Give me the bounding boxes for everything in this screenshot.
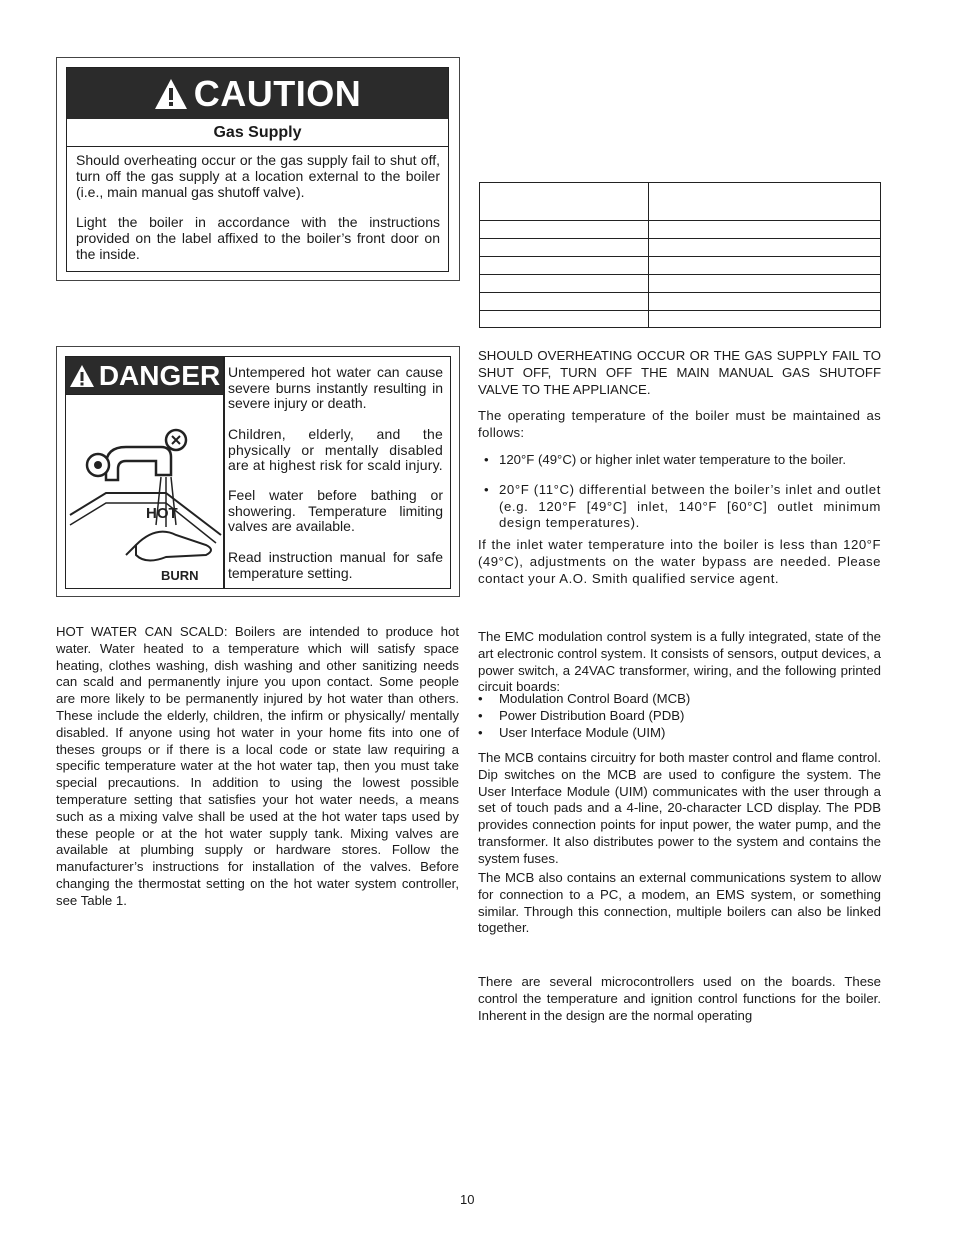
list-item: • Modulation Control Board (MCB) bbox=[478, 691, 691, 706]
danger-label bbox=[65, 356, 451, 589]
empty-table bbox=[479, 182, 881, 328]
danger-paragraph-4: Read instruction manual for safe temperature setting. bbox=[228, 549, 443, 581]
caution-heading: Gas Supply bbox=[213, 123, 302, 141]
burn-text: BURN bbox=[161, 568, 199, 583]
warning-triangle-icon bbox=[154, 78, 188, 110]
faucet-scald-illustration bbox=[66, 395, 223, 590]
hot-text: HOT bbox=[146, 505, 178, 522]
communications-paragraph: The MCB also contains an external communications system to allow for connection to a PC, a modem, an EMS system, or something similar. Through this connection, multiple boilers can also be linked together. bbox=[478, 870, 881, 936]
table-row-line bbox=[480, 238, 880, 239]
caution-paragraph-1: Should overheating occur or the gas supply fail to shut off, turn off the gas supply at a location external to the boiler (i.e., main manual gas shutoff valve). bbox=[76, 152, 440, 200]
hot-water-scald-paragraph: HOT WATER CAN SCALD: Boilers are intended to produce hot water. Water heated to a temperature which will satisfy space heating, clothes washing, dish washing and other sanitizing needs can scald and permanently injure you upon contact. Some people are more likely to be permanently injured by hot water than others. These include the elderly, children, the infirm or physically/ mentally disabled. If anyone using hot water in your home fits into one of theses groups or if there is a local code or state law requiring a specific temperature water at the hot water tap, then you must take special precautions. In addition to using the lowest possible temperature setting that satisfies your hot water needs, a means such as a mixing valve shall be used at the hot water taps used by these people or at the hot water supply tank. Mixing valves are available at plumbing supply or hardware stores. Follow the manufacturer’s instructions for installation of the valves. Before changing the thermostat setting on the hot water system controller, see Table 1. bbox=[56, 624, 459, 908]
operating-temperature-list bbox=[478, 452, 881, 532]
danger-paragraph-2: Children, elderly, and the physically or mentally disabled are at highest risk for scald injury. bbox=[228, 426, 443, 473]
scald-pictogram bbox=[66, 394, 223, 588]
list-item: • 20°F (11°C) differential between the boiler’s inlet and outlet (e.g. 120°F [49°C] inlet, 140°F [60°C] outlet minimum design temperatures). bbox=[484, 481, 881, 531]
list-item: • User Interface Module (UIM) bbox=[478, 724, 666, 740]
table-row-line bbox=[480, 310, 880, 311]
danger-header bbox=[66, 357, 223, 394]
circuit-board-list bbox=[478, 691, 881, 741]
warning-triangle-icon bbox=[69, 364, 95, 388]
operating-temperature-intro: The operating temperature of the boiler must be maintained as follows: bbox=[478, 408, 881, 440]
caution-heading-row bbox=[67, 119, 448, 147]
emc-intro-paragraph: The EMC modulation control system is a fully integrated, state of the art electronic control system. It consists of sensors, output devices, a power switch, a 24VAC transformer, wiring, and the following printed circuit boards: bbox=[478, 629, 881, 695]
table-row-line bbox=[480, 256, 880, 257]
list-item: • 120°F (49°C) or higher inlet water temperature to the boiler. bbox=[484, 452, 847, 467]
caution-paragraph-2: Light the boiler in accordance with the instructions provided on the label affixed to the boiler’s front door on the inside. bbox=[76, 214, 440, 262]
danger-paragraph-1: Untempered hot water can cause severe burns instantly resulting in severe injury or death. bbox=[228, 364, 443, 411]
caution-header bbox=[67, 68, 448, 119]
table-column-divider bbox=[648, 183, 649, 327]
table-row-line bbox=[480, 292, 880, 293]
mcb-paragraph: The MCB contains circuitry for both master control and flame control. Dip switches on the MCB are used to configure the system. The User Interface Module (UIM) communicates with the user through a set of touch pads and a 4-line, 20-character LCD display. The PDB provides connection points for input power, the water pump, and the transformer. It also distributes power to the system and contains the system fuses. bbox=[478, 750, 881, 866]
table-row-line bbox=[480, 274, 880, 275]
bypass-note-paragraph: If the inlet water temperature into the boiler is less than 120°F (49°C), adjustments on the water bypass are needed. Please contact your A.O. Smith qualified service agent. bbox=[478, 537, 881, 586]
danger-paragraph-3: Feel water before bathing or showering. Temperature limiting valves are available. bbox=[228, 487, 443, 534]
table-row-line bbox=[480, 220, 880, 221]
danger-divider bbox=[223, 357, 225, 588]
microcontroller-paragraph: There are several microcontrollers used on the boards. These control the temperature and ignition control functions for the boiler. Inherent in the design are the normal operating bbox=[478, 974, 881, 1023]
overheat-warning-paragraph: SHOULD OVERHEATING OCCUR OR THE GAS SUPPLY FAIL TO SHUT OFF, TURN OFF THE MAIN MANUAL GAS SHUTOFF VALVE TO THE APPLIANCE. bbox=[478, 348, 881, 397]
caution-signal-word: CAUTION bbox=[193, 72, 362, 114]
page-number: 10 bbox=[460, 1192, 475, 1207]
caution-label bbox=[66, 67, 449, 272]
danger-signal-word: DANGER bbox=[98, 359, 221, 391]
list-item: • Power Distribution Board (PDB) bbox=[478, 707, 685, 723]
